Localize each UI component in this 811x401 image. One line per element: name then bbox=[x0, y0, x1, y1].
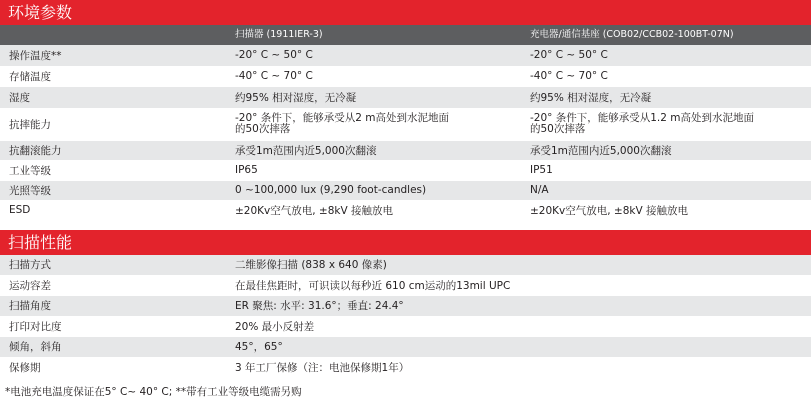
table-row bbox=[0, 140, 811, 160]
row-label: 光照等级 bbox=[0, 180, 232, 200]
scanner-value bbox=[232, 108, 529, 140]
row-label: 保修期 bbox=[0, 357, 232, 378]
scanner-value: ±20Kv空气放电, ±8kV 接触放电 bbox=[232, 200, 529, 220]
row-label: 抗翻滚能力 bbox=[0, 140, 232, 160]
scanner-value: -20° C ~ 50° C bbox=[232, 45, 529, 66]
base-value: 承受1m范围内近5,000次翻滚 bbox=[529, 140, 811, 160]
table-row bbox=[0, 336, 811, 357]
table-row bbox=[0, 108, 811, 140]
base-value: N/A bbox=[529, 180, 811, 200]
table-row bbox=[0, 45, 811, 66]
table-row bbox=[0, 180, 811, 200]
row-label: 扫描角度 bbox=[0, 295, 232, 316]
row-value: 在最佳焦距时，可识读以每秒近 610 cm运动的13mil UPC bbox=[232, 275, 811, 295]
table-row bbox=[0, 357, 811, 378]
scanner-value: 0 ~100,000 lux (9,290 foot-candles) bbox=[232, 180, 529, 200]
base-value-line: -20° 条件下，能够承受从1.2 m高处到水泥地面 bbox=[530, 112, 755, 124]
table-row bbox=[0, 160, 811, 180]
section-title-environment: 环境参数 bbox=[0, 0, 811, 25]
scanner-value-line: -20° 条件下，能够承受从2 m高处到水泥地面 bbox=[235, 112, 449, 124]
row-label: 工业等级 bbox=[0, 160, 232, 180]
row-label: 抗摔能力 bbox=[0, 108, 232, 140]
row-value: ER 聚焦: 水平: 31.6°；垂直: 24.4° bbox=[232, 295, 811, 316]
base-value: 约95% 相对湿度，无冷凝 bbox=[529, 86, 811, 108]
footnote: *电池充电温度保证在5° C~ 40° C; **带有工业等级电缆需另购 bbox=[5, 386, 302, 398]
row-label: 倾角，斜角 bbox=[0, 336, 232, 357]
column-header-scanner: 扫描器 (1911IER-3) bbox=[235, 29, 323, 40]
base-value: ±20Kv空气放电, ±8kV 接触放电 bbox=[529, 200, 811, 220]
scan-performance-table bbox=[0, 255, 811, 379]
row-label: 操作温度** bbox=[0, 45, 232, 66]
environment-table bbox=[0, 45, 811, 221]
row-value: 20% 最小反射差 bbox=[232, 316, 811, 336]
base-value: IP51 bbox=[529, 160, 811, 180]
row-value: 45°，65° bbox=[232, 336, 811, 357]
column-header-base: 充电器/通信基座 (COB02/CCB02-100BT-07N) bbox=[530, 29, 734, 40]
base-value: -40° C ~ 70° C bbox=[529, 66, 811, 86]
table-row bbox=[0, 295, 811, 316]
scanner-value: 承受1m范围内近5,000次翻滚 bbox=[232, 140, 529, 160]
row-label: 扫描方式 bbox=[0, 255, 232, 275]
scanner-value: IP65 bbox=[232, 160, 529, 180]
table-row bbox=[0, 200, 811, 220]
table-row bbox=[0, 316, 811, 336]
base-value bbox=[529, 108, 811, 140]
base-value-line: 的50次摔落 bbox=[530, 123, 586, 135]
row-value: 二维影像扫描 (838 x 640 像素) bbox=[232, 255, 811, 275]
section-title-scan-performance: 扫描性能 bbox=[0, 230, 811, 255]
row-label: 湿度 bbox=[0, 86, 232, 108]
table-row bbox=[0, 255, 811, 275]
scanner-value: -40° C ~ 70° C bbox=[232, 66, 529, 86]
base-value: -20° C ~ 50° C bbox=[529, 45, 811, 66]
row-label: 运动容差 bbox=[0, 275, 232, 295]
row-label: 存储温度 bbox=[0, 66, 232, 86]
row-value: 3 年工厂保修（注：电池保修期1年） bbox=[232, 357, 811, 378]
table-row bbox=[0, 66, 811, 86]
table-row bbox=[0, 275, 811, 295]
scanner-value-line: 的50次摔落 bbox=[235, 123, 291, 135]
scanner-value: 约95% 相对湿度，无冷凝 bbox=[232, 86, 529, 108]
table-row bbox=[0, 86, 811, 108]
row-label: 打印对比度 bbox=[0, 316, 232, 336]
column-header-row bbox=[0, 25, 811, 45]
row-label: ESD bbox=[0, 200, 232, 220]
